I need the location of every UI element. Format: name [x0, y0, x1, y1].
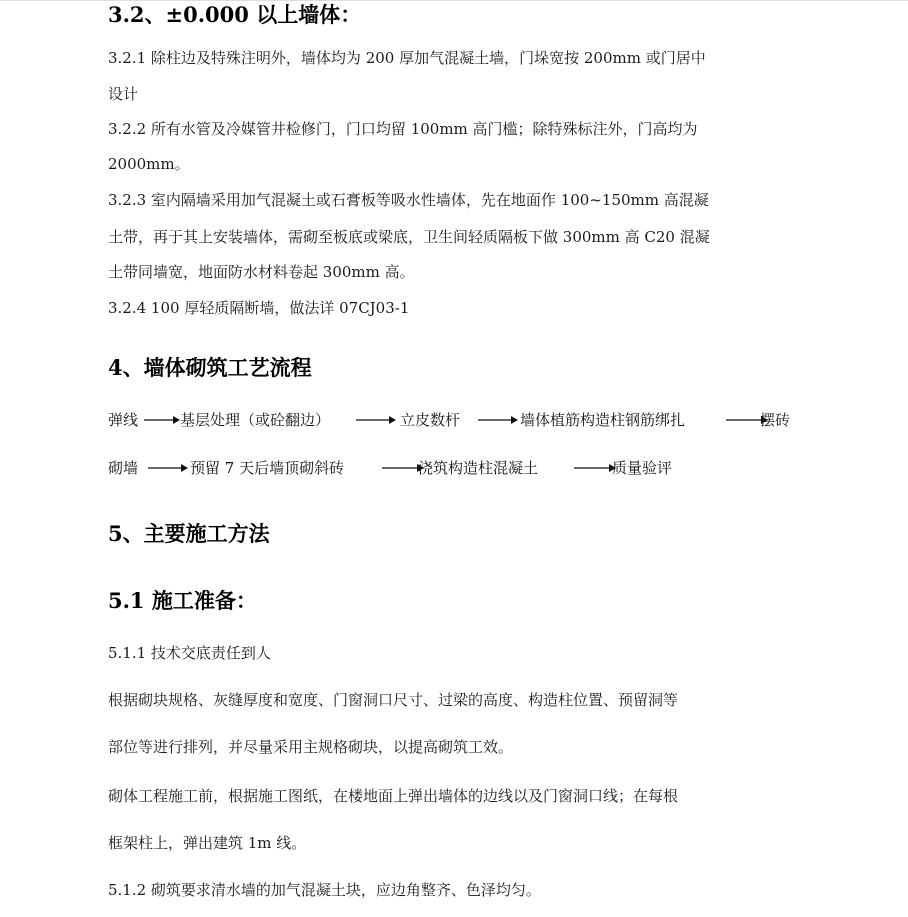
- para-5-1-b-line2: 框架柱上，弹出建筑 1m 线。: [108, 834, 307, 852]
- flow-step: 基层处理（或砼翻边）: [180, 411, 331, 429]
- arrow-right-icon: [574, 462, 616, 474]
- arrow-right-icon: [148, 462, 188, 474]
- top-divider: [0, 0, 908, 1]
- flow-step: 质量验评: [612, 459, 673, 477]
- flow-step: 浇筑构造柱混凝土: [418, 459, 539, 477]
- para-3-2-2-line2: 2000mm。: [108, 155, 190, 173]
- flow-step: 立皮数杆: [400, 411, 461, 429]
- flow-row-2: [108, 456, 708, 480]
- para-3-2-1-line2: 设计: [108, 85, 139, 103]
- para-3-2-2-line1: 3.2.2 所有水管及冷媒管井检修门，门口均留 100mm 高门槛；除特殊标注外，门高均为: [108, 120, 698, 138]
- para-5-1-b-line1: 砌体工程施工前，根据施工图纸，在楼地面上弹出墙体的边线以及门窗洞口线；在每根: [108, 787, 679, 805]
- flow-step: 预留 7 天后墙顶砌斜砖: [190, 459, 345, 477]
- flow-step: 砌墙: [108, 459, 139, 477]
- section-5-heading: 5、主要施工方法: [108, 521, 270, 546]
- item-5-1-2: 5.1.2 砌筑要求清水墙的加气混凝土块，应边角整齐、色泽均匀。: [108, 881, 541, 899]
- para-3-2-4-line1: 3.2.4 100 厚轻质隔断墙，做法详 07CJ03-1: [108, 299, 410, 317]
- section-3-2-heading: 3.2、±0.000 以上墙体：: [108, 2, 362, 27]
- flow-row-1: [108, 408, 808, 432]
- arrow-right-icon: [356, 414, 396, 426]
- section-4-heading: 4、墙体砌筑工艺流程: [108, 355, 312, 380]
- para-3-2-3-line3: 土带同墙宽，地面防水材料卷起 300mm 高。: [108, 263, 415, 281]
- flow-step: 弹线: [108, 411, 139, 429]
- section-5-1-heading: 5.1 施工准备：: [108, 588, 257, 613]
- para-3-2-3-line1: 3.2.3 室内隔墙采用加气混凝土或石膏板等吸水性墙体，先在地面作 100~150mm 高混凝: [108, 191, 709, 209]
- arrow-right-icon: [144, 414, 180, 426]
- para-5-1-a-line2: 部位等进行排列，并尽量采用主规格砌块，以提高砌筑工效。: [108, 738, 514, 756]
- flow-step: 墙体植筋构造柱钢筋绑扎: [520, 411, 686, 429]
- item-5-1-1: 5.1.1 技术交底责任到人: [108, 644, 271, 662]
- para-3-2-1-line1: 3.2.1 除柱边及特殊注明外，墙体均为 200 厚加气混凝土墙，门垛宽按 200mm 或门居中: [108, 49, 706, 67]
- para-3-2-3-line2: 土带，再于其上安装墙体，需砌至板底或梁底，卫生间轻质隔板下做 300mm 高 C20 混凝: [108, 228, 710, 246]
- arrow-right-icon: [478, 414, 518, 426]
- para-5-1-a-line1: 根据砌块规格、灰缝厚度和宽度、门窗洞口尺寸、过梁的高度、构造柱位置、预留洞等: [108, 691, 679, 709]
- flow-step: 摆砖: [760, 411, 791, 429]
